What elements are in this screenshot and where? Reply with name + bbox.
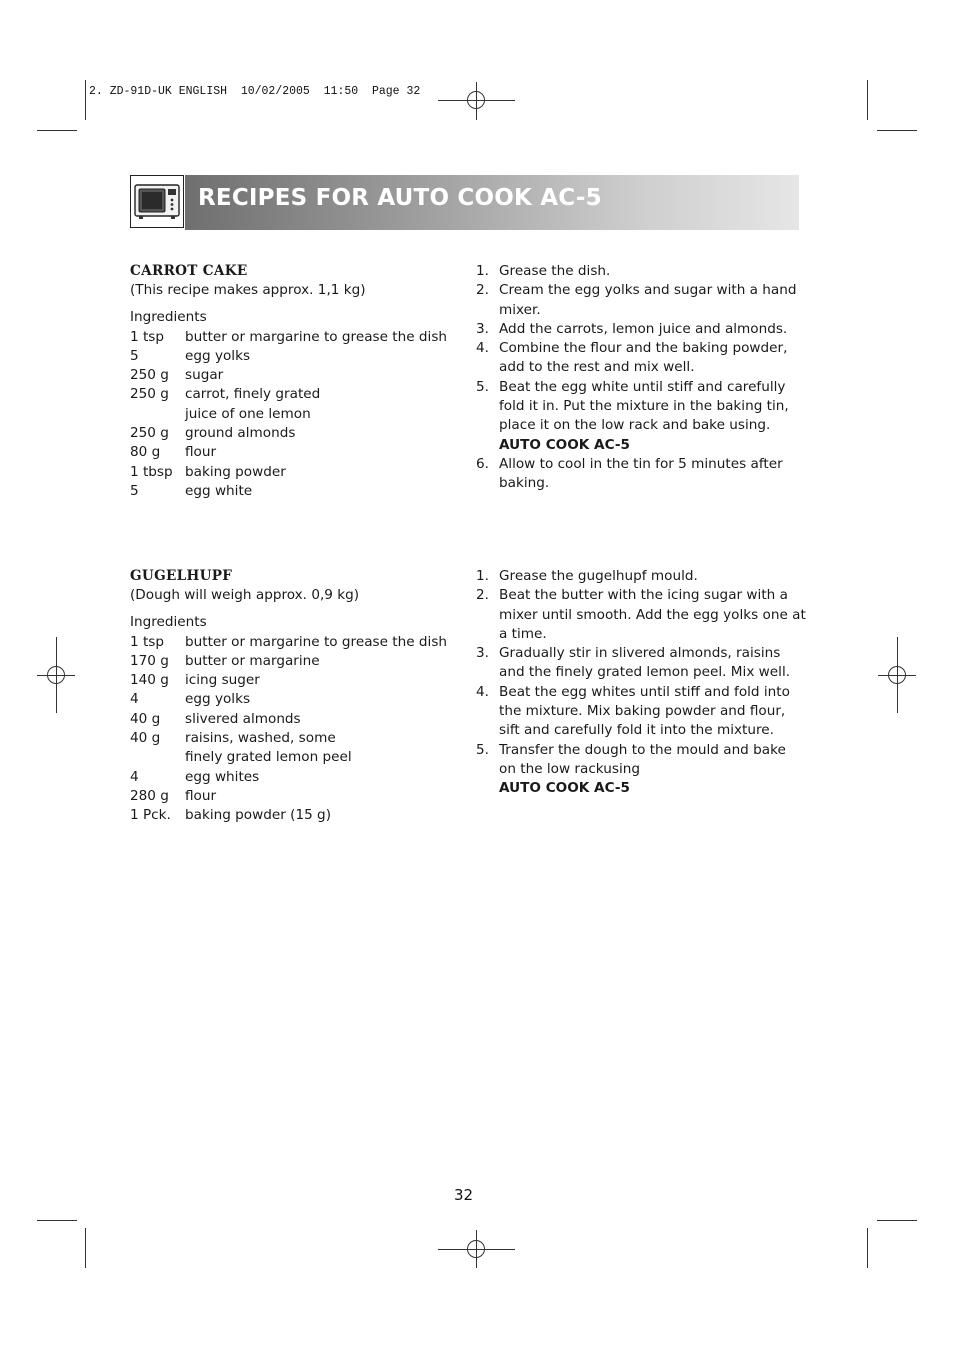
ingredient-qty: 1 Pck.	[130, 807, 171, 824]
method-step	[476, 320, 806, 339]
ingredient-name: ground almonds	[185, 425, 296, 442]
ingredient-name: sugar	[185, 367, 224, 384]
recipe-subtitle: (Dough will weigh approx. 0,9 kg)	[130, 587, 360, 603]
step-text: Gradually stir in slivered almonds, raisins and the finely grated lemon peel. Mix well.	[499, 645, 791, 681]
ingredient-name: flour	[185, 444, 217, 461]
step-number: 3.	[476, 320, 489, 337]
step-text: Grease the gugelhupf mould.	[499, 568, 698, 584]
method-step	[476, 683, 806, 741]
ingredient-name: butter or margarine to grease the dish	[185, 328, 448, 345]
auto-cook-program-label: AUTO COOK AC-5	[499, 436, 630, 453]
ingredient-name: butter or margarine to grease the dish	[185, 633, 448, 650]
ingredient-qty	[130, 405, 185, 424]
recipe-carrot-cake-ingredients	[130, 262, 450, 501]
step-number: 5.	[476, 741, 489, 758]
ingredient-row	[130, 768, 450, 787]
ingredient-row	[130, 347, 450, 366]
ingredient-name: egg white	[185, 482, 253, 499]
recipe-subtitle: (This recipe makes approx. 1,1 kg)	[130, 282, 366, 298]
ingredient-qty: 4	[130, 768, 139, 785]
ingredient-name: egg whites	[185, 768, 260, 785]
ingredient-qty: 1 tbsp	[130, 463, 173, 480]
ingredient-name: egg yolks	[185, 347, 251, 364]
step-number: 1.	[476, 263, 489, 279]
ingredient-row	[130, 443, 450, 462]
step-number: 5.	[476, 378, 489, 395]
step-number: 4.	[476, 683, 489, 700]
method-step	[476, 378, 806, 436]
method-step	[476, 455, 806, 494]
step-number: 3.	[476, 645, 489, 662]
ingredient-qty: 5	[130, 347, 139, 364]
ingredient-name: egg yolks	[185, 691, 251, 708]
method-step	[476, 281, 806, 320]
ingredient-row	[130, 671, 450, 690]
ingredient-qty: 80 g	[130, 444, 161, 461]
section-banner	[130, 175, 799, 230]
step-number: 2.	[476, 282, 489, 299]
step-text: Beat the butter with the icing sugar with a mixer until smooth. Add the egg yolks one at a time.	[499, 587, 806, 642]
ingredient-row	[130, 482, 450, 501]
ingredient-name: icing suger	[185, 672, 260, 689]
microwave-icon	[130, 175, 184, 228]
ingredient-name: baking powder	[185, 463, 286, 480]
method-step	[476, 339, 806, 378]
method-step	[476, 262, 806, 281]
step-number: 2.	[476, 587, 489, 604]
ingredient-qty: 40 g	[130, 710, 161, 727]
step-text: Add the carrots, lemon juice and almonds.	[499, 320, 788, 337]
ingredient-row	[130, 633, 450, 652]
step-text: Combine the flour and the baking powder, add to the rest and mix well.	[499, 340, 788, 376]
recipe-gugelhupf-ingredients	[130, 567, 450, 826]
method-step	[476, 644, 806, 683]
step-number: 1.	[476, 568, 489, 584]
ingredient-row	[130, 787, 450, 806]
ingredient-row	[130, 405, 450, 424]
step-text: Grease the dish.	[499, 263, 611, 279]
ingredient-row	[130, 385, 450, 404]
recipe-title: GUGELHUPF	[130, 568, 233, 584]
step-text: Allow to cool in the tin for 5 minutes after baking.	[499, 455, 783, 492]
method-step	[476, 586, 806, 644]
ingredient-qty: 40 g	[130, 730, 161, 747]
step-text: Transfer the dough to the mould and bake on the low rackusing	[499, 741, 786, 777]
ingredients-label: Ingredients	[130, 309, 207, 326]
ingredient-name: slivered almonds	[185, 710, 301, 727]
ingredient-qty: 250 g	[130, 425, 169, 442]
ingredient-qty: 250 g	[130, 386, 169, 403]
step-text: Beat the egg whites until stiff and fold into the mixture. Mix baking powder and flour, sift and carefully fold it into the mixture.	[499, 683, 790, 739]
step-number: 6.	[476, 455, 489, 472]
ingredient-row	[130, 690, 450, 709]
ingredient-name: flour	[185, 787, 217, 804]
ingredient-row	[130, 729, 450, 768]
ingredient-name: juice of one lemon	[185, 405, 311, 422]
ingredient-row	[130, 806, 450, 825]
ingredient-qty: 1 tsp	[130, 328, 165, 345]
ingredient-qty: 170 g	[130, 652, 169, 669]
auto-cook-program-label: AUTO COOK AC-5	[499, 780, 630, 797]
ingredient-row	[130, 328, 450, 347]
ingredient-name: baking powder (15 g)	[185, 807, 331, 824]
printer-slug: 2. ZD-91D-UK ENGLISH 10/02/2005 11:50 Page 32	[89, 85, 421, 98]
page-number: 32	[454, 1186, 474, 1204]
ingredient-row	[130, 366, 450, 385]
ingredient-name: carrot, finely grated	[185, 386, 321, 403]
method-step	[476, 741, 806, 780]
ingredient-row	[130, 710, 450, 729]
step-text: Cream the egg yolks and sugar with a hand mixer.	[499, 282, 797, 318]
recipe-gugelhupf-method	[476, 567, 806, 799]
ingredient-row	[130, 424, 450, 443]
ingredient-qty: 140 g	[130, 672, 169, 689]
ingredient-qty: 280 g	[130, 787, 169, 804]
step-number: 4.	[476, 340, 489, 357]
ingredient-qty: 1 tsp	[130, 633, 165, 650]
page-title: RECIPES FOR AUTO COOK AC-5	[198, 185, 602, 211]
ingredient-qty: 4	[130, 691, 139, 708]
ingredient-row	[130, 652, 450, 671]
ingredient-row	[130, 463, 450, 482]
ingredients-label: Ingredients	[130, 614, 207, 631]
step-text: Beat the egg white until stiff and carefully fold it in. Put the mixture in the baking tin, place it on the low rack and bake using.	[499, 378, 789, 434]
recipe-carrot-cake-method	[476, 262, 806, 494]
ingredient-qty: 250 g	[130, 367, 169, 384]
method-step	[476, 567, 806, 586]
ingredient-name: butter or margarine	[185, 652, 320, 669]
ingredient-name: raisins, washed, some finely grated lemon peel	[185, 730, 352, 766]
recipe-title: CARROT CAKE	[130, 263, 248, 279]
ingredient-qty: 5	[130, 482, 139, 499]
